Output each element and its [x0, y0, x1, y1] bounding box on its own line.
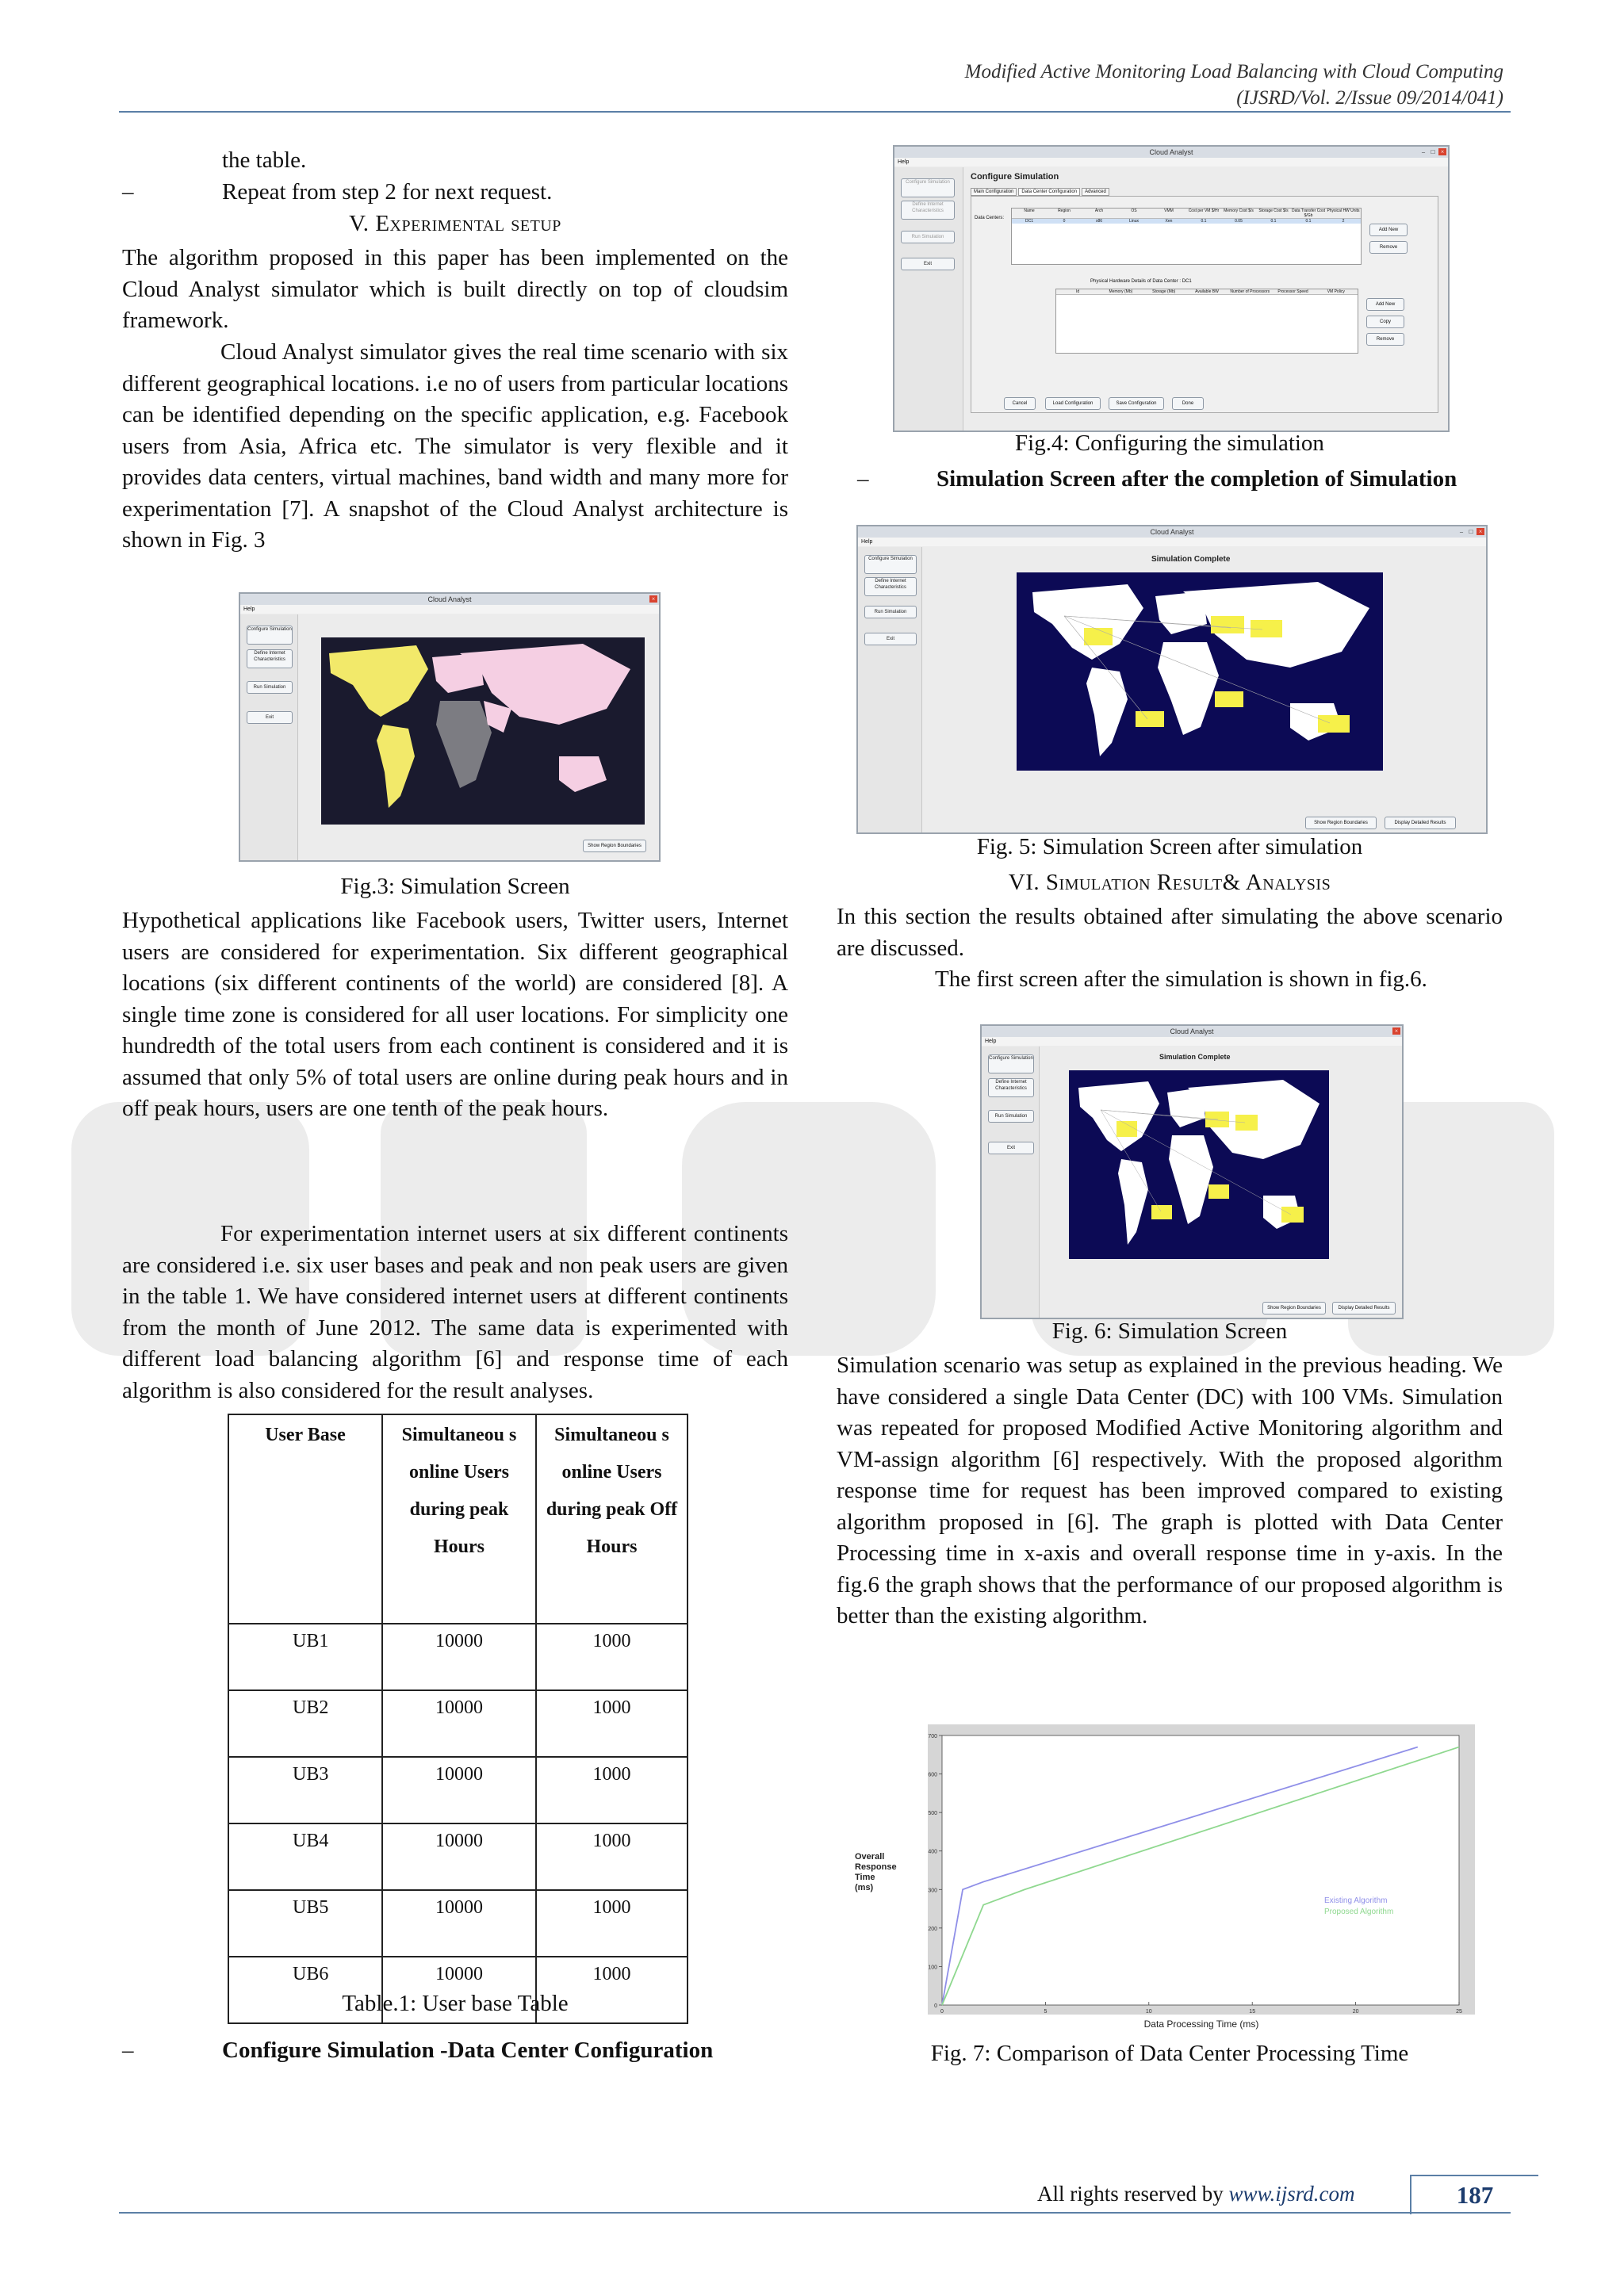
close-icon[interactable]: ×: [1477, 528, 1484, 535]
table-row: [228, 1757, 688, 1823]
region-map: [321, 637, 645, 825]
y-axis-label: [855, 1852, 897, 1892]
define-internet-button[interactable]: Define Internet Characteristics: [864, 577, 917, 596]
para-results-intro: In this section the results obtained after simulating the above scenario are discussed.: [837, 904, 1503, 961]
close-icon[interactable]: ×: [649, 595, 657, 603]
cell-user-base: UB5: [228, 1890, 382, 1957]
display-detailed-results-button[interactable]: Display Detailed Results: [1332, 1302, 1396, 1314]
footer-rule: [119, 2212, 1511, 2214]
fig3-menubar[interactable]: Help: [240, 605, 659, 614]
fig5-sidebar: [858, 547, 922, 832]
cell-user-base: UB3: [228, 1757, 382, 1823]
copy-button[interactable]: Copy: [1366, 316, 1404, 328]
cell-offpeak: 1000: [536, 1957, 688, 2023]
y-tick-label: 500: [928, 1811, 937, 1817]
run-simulation-button[interactable]: Run Simulation: [864, 606, 917, 618]
cell-user-base: UB2: [228, 1690, 382, 1757]
section-5-number: V.: [349, 211, 370, 236]
bullet-sim-screen-text: Simulation Screen after the completion of Simulation: [936, 466, 1457, 492]
fig4-sidebar: [894, 167, 963, 430]
legend-entry-2: Proposed Algorithm: [1324, 1908, 1394, 1916]
phys-grid-header: Id Memory (Mb) Storage (Mb) Available BW Number of Processors Processor Speed VM Policy: [1056, 289, 1358, 295]
fig3-screenshot: [239, 592, 661, 862]
user-base-table: [228, 1414, 688, 2024]
header-title: Modified Active Monitoring Load Balancing with Cloud Computing: [964, 61, 1503, 82]
fig5-screenshot: [856, 525, 1488, 834]
cell-offpeak: 1000: [536, 1890, 688, 1957]
fig4-menubar[interactable]: Help: [894, 158, 1448, 166]
y-tick-label: 700: [928, 1734, 937, 1739]
show-region-boundaries-button[interactable]: Show Region Boundaries: [1305, 817, 1377, 829]
configure-simulation-button[interactable]: Configure Simulation: [864, 555, 917, 574]
results-map-drawing: [1069, 1070, 1329, 1259]
bullet-sim-screen: [837, 464, 1503, 527]
fig6-titlebar: Cloud Analyst: [982, 1026, 1402, 1037]
table-row: [228, 1823, 688, 1890]
table-row: [228, 1890, 688, 1957]
y-tick-label: 300: [928, 1888, 937, 1894]
define-internet-button[interactable]: Define Internet Characteristics: [247, 649, 293, 668]
para-cloud-analyst: Cloud Analyst simulator gives the real time scenario with six different geographical locations. i.e no of users from particular locations can be identified depending on the specific application, e.g. Facebook users from Asia, Africa etc. The simulator is very flexible and it provides data centers, virtual machines, band width and many more for experimentation [7]. A snapshot of the Cloud Analyst architecture is shown in Fig. 3: [122, 339, 788, 553]
y-tick-label: 0: [934, 2003, 937, 2009]
running-header: [965, 59, 1503, 111]
cell-offpeak: 1000: [536, 1757, 688, 1823]
para-simulation-scenario: Simulation scenario was setup as explained in the previous heading. We have considered a single Data Center (DC) with 100 VMs. Simulation was repeated for proposed Modified Active Monitoring algorithm and VM-assign algorithm [6] respectively. With the proposed algorithm response time for request has been improved compared to existing algorithm proposed in [6]. The graph is plotted with Data Center Processing time in x-axis and overall response time in y-axis. In the fig.6 the graph shows that the performance of our proposed algorithm is better than the existing algorithm.: [837, 1353, 1503, 1628]
cell-peak: 10000: [382, 1823, 536, 1890]
configure-simulation-button[interactable]: Configure Simulation: [247, 626, 293, 645]
region-map-drawing: [321, 637, 645, 825]
cell-peak: 10000: [382, 1890, 536, 1957]
tab-main-configuration[interactable]: Main Configuration: [971, 188, 1017, 196]
bullet-configure-text: Configure Simulation -Data Center Configuration: [222, 2038, 714, 2063]
fig6-menubar[interactable]: Help: [982, 1037, 1402, 1046]
define-internet-button[interactable]: Define Internet Characteristics: [988, 1078, 1034, 1097]
y-tick-label: 200: [928, 1926, 937, 1932]
exit-button[interactable]: Exit: [247, 711, 293, 724]
section-6-title: Simulation Result& Analysis: [1045, 870, 1331, 895]
para-experimentation: For experimentation internet users at six different continents are considered i.e. six user bases and peak and non peak users are given in the table 1. We have considered internet users at different continents from the month of June 2012. The same data is experimented with different load balancing algorithm [6] and response time of each algorithm is also considered for the result analyses.: [122, 1221, 788, 1403]
response-time-chart: [848, 1724, 1475, 2034]
fig3-titlebar: Cloud Analyst: [240, 594, 659, 605]
fig5-caption: Fig. 5: Simulation Screen after simulation: [976, 834, 1363, 859]
bullet-dash: –: [122, 2038, 134, 2063]
table-header-row: [228, 1414, 688, 1624]
bullet-dash: –: [122, 179, 134, 205]
maximize-icon[interactable]: □: [1469, 528, 1473, 535]
save-configuration-button[interactable]: Save Configuration: [1109, 397, 1164, 410]
run-simulation-button[interactable]: Run Simulation: [988, 1110, 1034, 1123]
y-tick-label: 100: [928, 1965, 937, 1971]
show-region-boundaries-button[interactable]: Show Region Boundaries: [1262, 1302, 1326, 1314]
remove-hardware-button[interactable]: Remove: [1366, 333, 1404, 346]
data-centers-label: Data Centers:: [975, 216, 1005, 220]
para-first-screen: The first screen after the simulation is shown in fig.6.: [935, 966, 1427, 992]
config-heading: Configure Simulation: [971, 172, 1059, 182]
tab-data-center-configuration[interactable]: Data Center Configuration: [1018, 188, 1080, 196]
y-axis-label-line: Overall: [855, 1852, 885, 1862]
show-region-boundaries-button[interactable]: Show Region Boundaries: [583, 840, 646, 852]
maximize-icon[interactable]: □: [1431, 148, 1435, 155]
legend-entry-1: Existing Algorithm: [1324, 1896, 1388, 1905]
fig4-screenshot: [893, 145, 1450, 432]
add-new-button[interactable]: Add New: [1369, 224, 1408, 236]
section-6-heading: [837, 870, 1503, 896]
fig3-caption: Fig.3: Simulation Screen: [340, 874, 570, 899]
config-panel: [971, 196, 1438, 413]
fig6-sidebar: [982, 1047, 1040, 1318]
bullet-repeat-text: Repeat from step 2 for next request.: [222, 179, 553, 205]
cell-user-base: UB4: [228, 1823, 382, 1890]
fig4-caption: Fig.4: Configuring the simulation: [1015, 430, 1324, 456]
x-tick-label: 15: [1249, 2009, 1256, 2015]
header-rule: [119, 111, 1511, 113]
results-map-drawing: [1017, 572, 1383, 771]
table-row: [228, 1624, 688, 1690]
display-detailed-results-button[interactable]: Display Detailed Results: [1385, 817, 1456, 829]
header-user-base: User Base: [228, 1414, 382, 1624]
fig7-caption: Fig. 7: Comparison of Data Center Processing Time: [930, 2041, 1409, 2066]
results-map: [1017, 572, 1383, 771]
fig3-sidebar: [240, 614, 298, 860]
x-tick-label: 25: [1456, 2009, 1462, 2015]
cell-peak: 10000: [382, 1690, 536, 1757]
header-journal: (IJSRD/Vol. 2/Issue 09/2014/041): [1236, 87, 1503, 109]
run-simulation-button[interactable]: Run Simulation: [247, 681, 293, 694]
minimize-icon[interactable]: –: [1422, 148, 1425, 155]
config-tabs: [971, 188, 1109, 196]
close-icon[interactable]: ×: [1392, 1027, 1400, 1035]
fig6-screenshot: [980, 1024, 1404, 1319]
footer-rights: [1037, 2182, 1354, 2206]
x-tick-label: 10: [1145, 2009, 1152, 2015]
footer-rights-text: All rights reserved by: [1037, 2182, 1224, 2206]
physical-hardware-grid: [1055, 289, 1358, 354]
configure-simulation-button[interactable]: Configure Simulation: [988, 1054, 1034, 1073]
y-tick-label: 400: [928, 1849, 937, 1855]
y-axis-label-line: Time: [855, 1873, 875, 1882]
section-5-title: Experimental setup: [375, 211, 561, 236]
cancel-button[interactable]: Cancel: [1004, 397, 1036, 410]
physical-hardware-heading: Physical Hardware Details of Data Center : DC1: [1090, 279, 1192, 284]
x-axis-label: Data Processing Time (ms): [1143, 2019, 1259, 2030]
fig5-titlebar: Cloud Analyst: [858, 526, 1486, 538]
add-new-hardware-button[interactable]: Add New: [1366, 298, 1404, 311]
fig4-titlebar: Cloud Analyst: [894, 147, 1448, 158]
results-map: [1069, 1070, 1329, 1259]
y-axis-label-line: (ms): [855, 1883, 874, 1892]
para-implementation: The algorithm proposed in this paper has been implemented on the Cloud Analyst simulator which is built directly on top of cloudsim framework.: [122, 245, 788, 333]
x-tick-label: 20: [1352, 2009, 1359, 2015]
footer-site-link[interactable]: www.ijsrd.com: [1228, 2182, 1355, 2206]
table1-caption: Table.1: User base Table: [342, 1991, 569, 2016]
page-number: 187: [1410, 2175, 1538, 2214]
minimize-icon[interactable]: –: [1460, 528, 1463, 535]
exit-button[interactable]: Exit: [864, 633, 917, 645]
header-peak-users: Simultaneou s online Users during peak Hours: [382, 1414, 536, 1624]
y-tick-label: 600: [928, 1772, 937, 1778]
table-row: [228, 1690, 688, 1757]
cell-offpeak: 1000: [536, 1823, 688, 1890]
load-configuration-button[interactable]: Load Configuration: [1045, 397, 1101, 410]
cell-offpeak: 1000: [536, 1624, 688, 1690]
sim-complete-heading: Simulation Complete: [1151, 555, 1231, 564]
section-5-heading: [122, 211, 788, 237]
y-axis-label-line: Response: [855, 1862, 897, 1872]
define-internet-button[interactable]: Define Internet Characteristics: [901, 201, 955, 220]
data-center-grid: [1011, 208, 1362, 265]
fig5-menubar[interactable]: Help: [858, 538, 1486, 546]
cell-peak: 10000: [382, 1624, 536, 1690]
bullet-repeat: [122, 177, 788, 209]
bullet-dash: –: [857, 466, 869, 492]
close-icon[interactable]: ×: [1438, 148, 1446, 155]
cell-offpeak: 1000: [536, 1690, 688, 1757]
fig6-caption: Fig. 6: Simulation Screen: [1051, 1318, 1288, 1344]
exit-button[interactable]: Exit: [988, 1142, 1034, 1154]
tab-advanced[interactable]: Advanced: [1082, 188, 1109, 196]
cell-user-base: UB6: [228, 1957, 382, 2023]
cell-peak: 10000: [382, 1757, 536, 1823]
configure-simulation-button[interactable]: Configure Simulation: [901, 178, 955, 197]
run-simulation-button[interactable]: Run Simulation: [901, 231, 955, 243]
continued-text: the table.: [222, 147, 307, 173]
header-offpeak-users: Simultaneou s online Users during peak Off Hours: [536, 1414, 688, 1624]
para-hypothetical: Hypothetical applications like Facebook users, Twitter users, Internet users are considered for experimentation. Six different geographical locations (six different continents of the world) are considered [8]. A single time zone is considered for all user locations. For simplicity one hundredth of the total users from each continent is considered and it is assumed that only 5% of total users are online during peak hours and in off peak hours, users are one tenth of the peak hours.: [122, 908, 788, 1121]
dc-grid-header: Name Region Arch OS VMM Cost per VM $/Hr Memory Cost $/s Storage Cost $/s Data Transfer Cost $/Gb Physical HW Units: [1012, 209, 1361, 219]
cell-peak: 10000: [382, 1957, 536, 2023]
fig7-chart-container: [848, 1724, 1475, 2034]
x-tick-label: 5: [1044, 2009, 1048, 2015]
done-button[interactable]: Done: [1172, 397, 1204, 410]
remove-button[interactable]: Remove: [1369, 241, 1408, 254]
sim-complete-heading: Simulation Complete: [1159, 1053, 1231, 1061]
section-6-number: VI.: [1008, 870, 1040, 895]
cell-user-base: UB1: [228, 1624, 382, 1690]
table-row[interactable]: DC1 0 x86 Linux Xen 0.1 0.05 0.1 0.1 2: [1012, 219, 1361, 224]
bullet-configure: [122, 2035, 788, 2099]
exit-button[interactable]: Exit: [901, 258, 955, 270]
x-tick-label: 0: [940, 2009, 944, 2015]
